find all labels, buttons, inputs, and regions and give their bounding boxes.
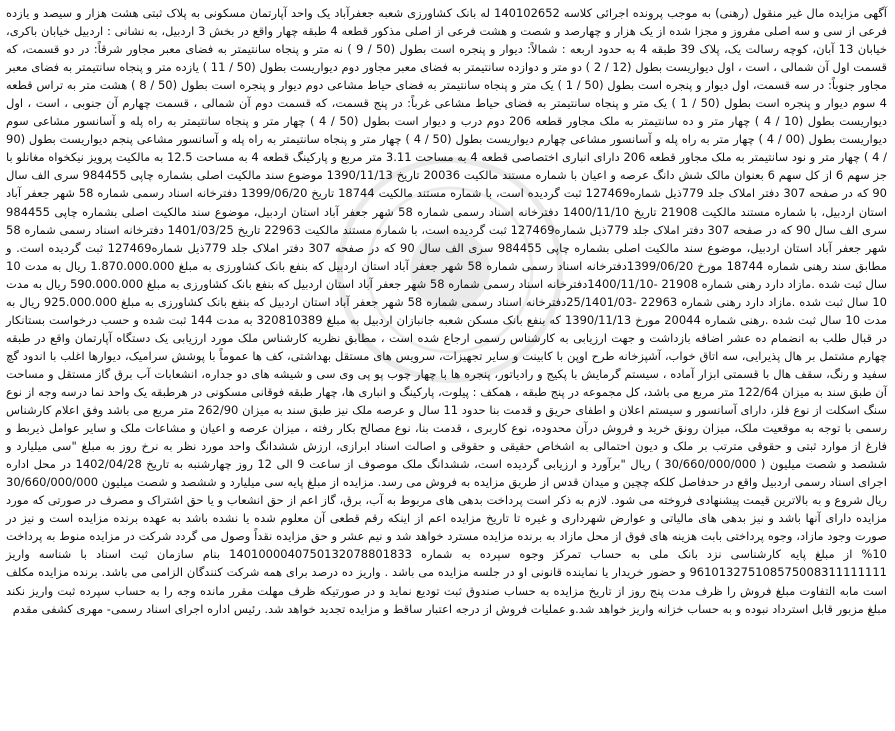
- auction-notice-text: آگهی مزایده مال غیر منقول (رهنی) به موجب پرونده اجرائی کلاسه 140102652 له بانک کشاورزی شعبه جعفرآباد یک واحد آپارتمان مسکونی به پلاک ثبتی هشت هزار و سیصد و یازده فرعی از سی و سه اصلی مفروز و مجزا شده از یک هزار و چهارصد و شصت و هشت فرعی از اصلی مذکور قطعه 4 طبقه چهار واقع در بخش 3 اردبیل، به نشانی : اردبیل خیابان باکری، خیابان 13 آبان، کوچه رسالت یک، پلاک 39 طبقه 4 به حدود اربعه : شمالاً: دیوار و پنجره است بطول (50 / 9 ) نه متر و پنجاه سانتیمتر به فضای معبر مجاور شرقاً: در دو قسمت، که قسمت اول آن شمالی ، است ، اول دیواریست بطول (12 / 2 ) دو متر و دوازده سانتیمتر به فضای معبر مجاور دوم دیواریست بطول (50 / 11 ) یازده متر و پنجاه سانتیمتر به فضای معبر مجاور جنوباً: در سه قسمت، اول دیوار و پنجره است بطول (50 / 1 ) یک متر و پنجاه سانتیمتر به فضای حیاط مشاعی دوم دیوار و پنجره است بطول (50 / 8 ) هشت متر به تراس قطعه 4 سوم دیوار و پنجره است بطول (50 / 1 ) یک متر و پنجاه سانتیمتر به فضای حیاط مشاعی غرباً: در پنج قسمت، که قسمت دوم آن شمالی ، قسمت چهارم آن جنوبی ، است ، اول دیواریست بطول (10 / 4 ) چهار متر و ده سانتیمتر به ملک مجاور قطعه 206 دوم درب و دیوار است بطول (50 / 4 ) چهار متر و پنجاه سانتیمتر به راه پله و آسانسور مشاعی سوم دیواریست بطول (00 / 4 ) چهار متر به راه پله و آسانسور مشاعی چهارم دیواریست بطول (50 / 4 ) چهار متر و پنجاه سانتیمتر به راه پله و آسانسور مشاعی پنجم دیواریست بطول (90 / 4 ) چهار متر و نود سانتیمتر به ملک مجاور قطعه 206 دارای انباری اختصاصی قطعه 4 به مساحت 3.11 متر مربع و پارکینگ قطعه 4 به مساحت 12.5 به مالکیت پرویز نیکخواه مغانلو با جز سهم 6 از کل سهم 6 بعنوان مالک شش دانگ عرصه و اعیان با شماره مستند مالکیت 20036 تاریخ 1390/11/13 موضوع سند مالکیت اصلی بشماره چاپی 984455 سری الف سال 90 که در صفحه 307 دفتر املاک جلد 779ذیل شماره127469 ثبت گردیده است، با شماره مستند مالکیت 18744 تاریخ 1399/06/20 دفترخانه اسناد رسمی شماره 58 شهر جعفر آباد استان اردبیل، با شماره مستند مالکیت 21908 تاریخ 1400/11/10 دفترخانه اسناد رسمی شماره 58 شهر جعفر آباد استان اردبیل، موضوع سند مالکیت اصلی بشماره چاپی 984455 سری الف سال 90 که در صفحه 307 دفتر املاک جلد 779ذیل شماره127469 ثبت گردیده است، با شماره مستند مالکیت 22963 تاریخ 1401/03/25 دفترخانه اسناد رسمی شماره 58 شهر جعفر آباد استان اردبیل، موضوع سند مالکیت اصلی بشماره چاپی 984455 سری الف سال 90 که در صفحه 307 دفتر املاک جلد 779ذیل شماره127469 ثبت گردیده است. و مطابق سند رهنی شماره 18744 مورخ 1399/06/20دفترخانه اسناد رسمی شماره 58 شهر جعفر آباد استان اردبیل که بنفع بانک کشاورزی به مبلغ 1.870.000.000 ریال به مدت 10 سال ثبت شده .مازاد دارد رهنی شماره 21908 -1400/11/10دفترخانه اسناد رسمی شماره 58 شهر جعفر آباد استان اردبیل که بنفع بانک کشاورزی به مبلغ 590.000.000 ریال به مدت 10 سال ثبت شده .مازاد دارد رهنی شماره 22963 -25/1401/03دفترخانه اسناد رسمی شماره 58 شهر جعفر آباد استان اردبیل که بنفع بانک کشاورزی به مبلغ 925.000.000 ریال به مدت 10 سال ثبت شده .رهنی شماره 20044 مورخ 1390/11/13 که بنفع بانک مسکن شعبه جانبازان اردبیل به مبلغ 320810389 به مدت 144 ثبت شده و حسب درخواست بستانکار در قبال طلب به انضمام ده عشر اضافه بازداشت و جهت ارزیابی به کارشناس رسمی ارجاع شده است ، مطابق نظریه کارشناس ملک مورد ارزیابی یک دستگاه آپارتمان واقع در طبقه چهارم مشتمل بر هال پذیرایی، سه اتاق خواب، آشپزخانه طرح اوپن با کابینت و سایر تجهیزات، سرویس های مستقل بهداشتی، کف ها عموماً با پوشش سرامیک، دیوارها اغلب با اندود گچ سفید و رنگ، سقف هال با قسمتی ابزار آماده ، سیستم گرمایش با پکیج و رادیاتور، پنجره ها با چهار چوب پو پی وی سی و شیشه های دو جداره، انشعابات آب برق گاز مستقل و مساحت آن طبق سند به میزان 122/64 متر مربع می باشد، کل مجموعه در پنج طبقه ، همکف : پیلوت، پارکینگ و انباری ها، چهار طبقه فوقانی مسکونی در هرطبقه یک واحد نما درسه وجه از نوع سنگ اسکلت از نوع فلز، دارای آسانسور و سیستم اعلان و اطفای حریق و قدمت بنا حدود 11 سال و عرصه ملک نیز طبق سند به میزان 262/90 متر مربع می باشد وفق اعلام کارشناس رسمی با توجه به موقعیت ملک، میزان رونق خرید و فروش درآن محدوده، نوع کاربری ، قدمت بنا، نوع مصالح بکار رفته ، میزان عرصه و اعیان و مشاعات ملک و سایر عوامل ذیربط و فارغ از موارد ثبتی و حقوقی مترتب بر ملک و دیون احتمالی به اشخاص حقیقی و حقوقی و اصالت اسناد ابرازی، ارزش ششدانگ واحد مورد نظر به نرخ روز به مبلغ "سی میلیارد و ششصد و شصت میلیون ( 30/660/000/000 ) ریال "برآورد و ارزیابی گردیده است، ششدانگ ملک موصوف از ساعت 9 الی 12 روز چهارشنبه به تاریخ 1402/04/28 در محل اداره اجرای اسناد رسمی اردبیل واقع در حدفاصل کلکه چچین و میدان قدس از طریق مزایده به فروش می رسد. مزایده از مبلغ پایه سی میلیارد و ششصد و شصت میلیون 30/660/000/000 ریال شروع و به بالاترین قیمت پیشنهادی فروخته می شود. لازم به ذکر است پرداخت بدهی های مربوط به آب، برق، گاز اعم از حق انشعاب و یا حق اشتراک و مصرف در صورتی که مورد مزایده دارای آنها باشد و نیز بدهی های مالیاتی و عوارض شهرداری و غیره تا تاریخ مزایده اعم از اینکه رقم قطعی آن معلوم شده یا نشده باشد به عهده برنده مزایده است و نیز در صورت وجود مازاد، وجوه پرداختی بابت هزینه های فوق از محل مازاد به برنده مزایده مسترد خواهد شد و نیم عشر و حق مزایده نقداً وصول می گردد شرکت در مزایده منوط به پرداخت 10% از مبلغ پایه کارشناسی نزد بانک ملی به حساب تمرکز وجوه سپرده به شماره 1401000040750132078801833 بنام سازمان ثبت اسناد با شناسه واریز 961013275108575008311111111 و حضور خریدار یا نماینده قانونی او در جلسه مزایده می باشد . واریز ده درصد برای همه شرکت کنندگان الزامی می باشد. برنده مزایده مکلف است مابه التفاوت مبلغ فروش را ظرف مدت پنج روز از تاریخ مزایده به حساب صندوق ثبت تودیع نماید و در صورتیکه ظرف مهلت مقرر مانده وجه را به حساب سپرده ثبت واریز نکند مبلغ مزبور قابل استرداد نبوده و به حساب خزانه واریز خواهد شد.و عملیات فروش از درجه اعتبار ساقط و مزایده تجدید خواهد شد. رئیس اداره اجرای اسناد رسمی- مهری کشفی مقدم: [6, 6, 888, 616]
